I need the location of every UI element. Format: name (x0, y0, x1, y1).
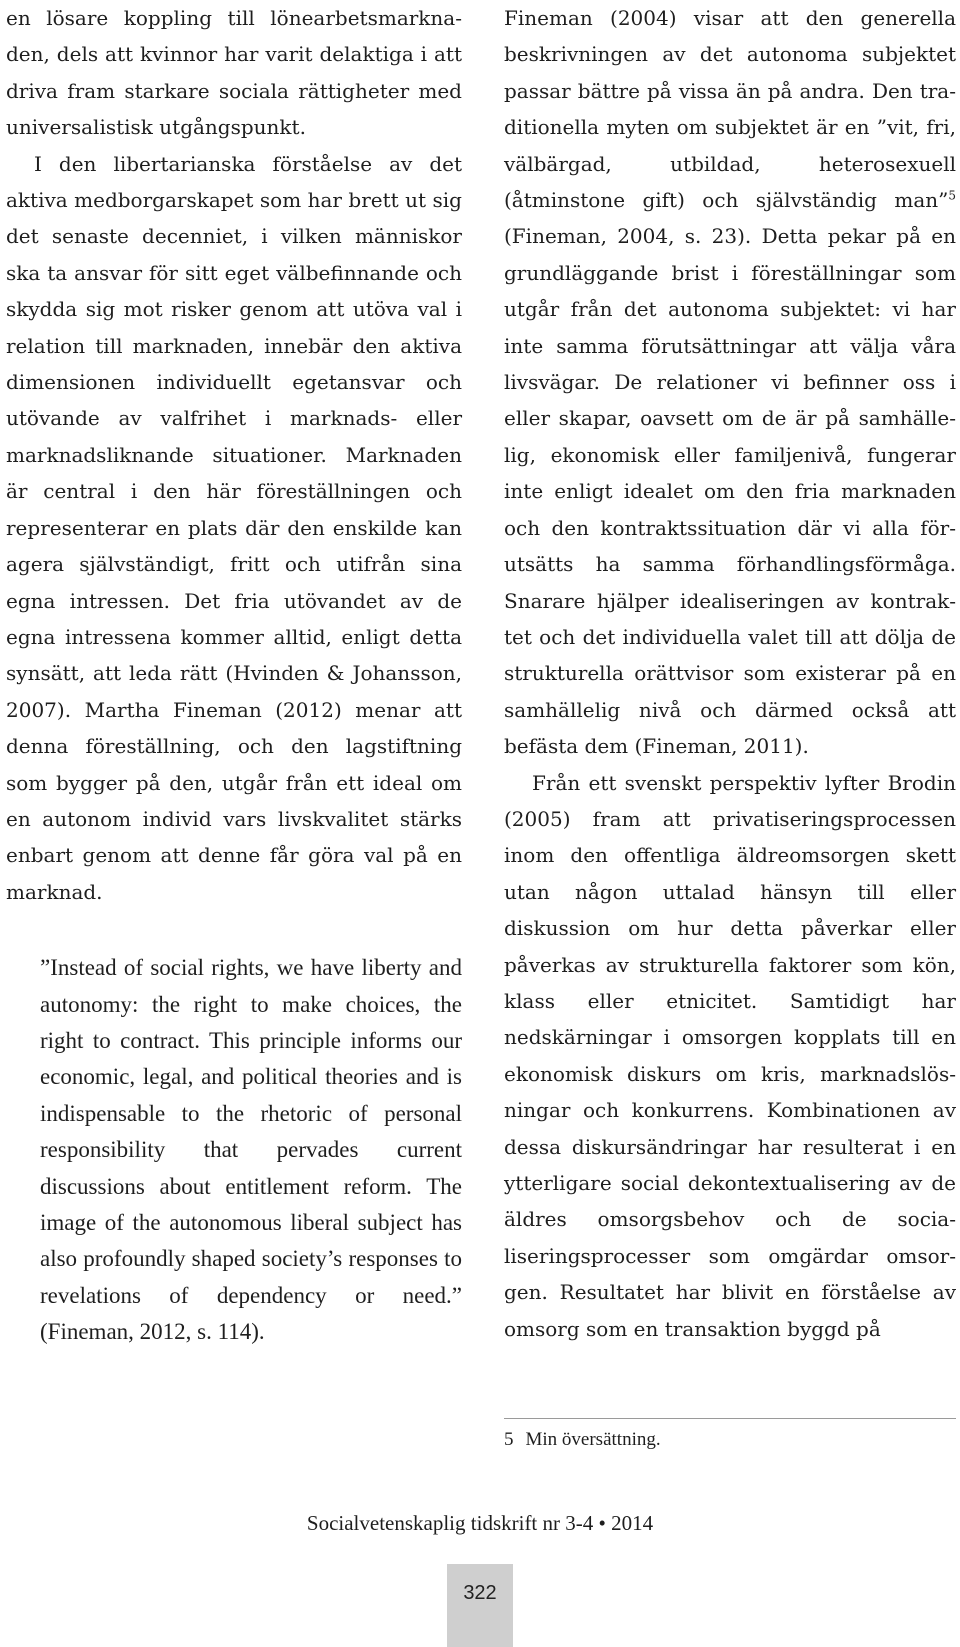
body-paragraph: Från ett svenskt perspektiv lyfter Brodin (2005) fram att privatiseringsprocessen inom den offentliga äldreomsorgen skett utan någon uttalad hänsyn till eller diskussion om hur detta påverkar eller påverkas av strukturella faktorer som kön, klass eller etnicitet. Samtidigt har nedskärningar i omsorgen kopplats till en ekonomisk diskurs om kris, marknadslösningar och konkurrens. Kombinationen av dessa diskursändringar har resulterat i en ytterligare social dekontextualisering av de äldres omsorgsbehov och de socialiseringsprocesser som omgärdar omsorgen. Resultatet har blivit en förståelse av omsorg som en transaktion byggd på (504, 770, 956, 1341)
footnote (504, 1426, 661, 1454)
footnote-divider (504, 1418, 956, 1419)
right-column (504, 0, 956, 1347)
paragraph-text: (Fineman, 2004, s. 23). Detta pekar på en grundläggande brist i föreställningar som utgår från det autonoma subjektet: vi har inte samma förutsättningar att välja våra livsvägar. De relationer vi befinner oss i eller skapar, oavsett om de är på samhällelig, ekonomisk eller familjenivå, fungerar inte enligt idealet om den fria marknaden och den kontraktssituation där vi alla förutsätts ha samma förhandlingsförmåga. Snarare hjälper idealiseringen av kontraktet och det individuella valet till att dölja de strukturella orättvisor som existerar på en samhällelig nivå och därmed också att befästa dem (Fineman, 2011). (504, 224, 956, 759)
footnote-reference: 5 (948, 188, 956, 203)
page-number-tab (447, 1564, 513, 1647)
journal-footer: Socialvetenskaplig tidskrift nr 3-4 • 2014 (306, 1511, 654, 1535)
footnote-number: 5 (504, 1429, 514, 1450)
left-column (6, 0, 462, 1351)
footnote-text: Min översättning. (525, 1429, 661, 1450)
paragraph-text: Fineman (2004) visar att den generella beskrivningen av det autonoma subjektet passar bättre på vissa än på andra. Den traditionella myten om subjektet är en ”vit, fri, välbärgad, utbildad, heterosexuell (åtminstone gift) och självständig man” (504, 6, 956, 213)
block-quote: ”Instead of social rights, we have liberty and autonomy: the right to make choices, the right to contract. This principle informs our economic, legal, and political theories and is indispensable to the rhetoric of personal responsibility that pervades current discussions about entitlement reform. The image of the autonomous liberal subject has also profoundly shaped society’s responses to revelations of dependency or need.” (Fineman, 2012, s. 114). (40, 955, 462, 1345)
body-paragraph (504, 0, 956, 765)
page-number: 322 (463, 1582, 497, 1604)
body-paragraph: I den libertarianska förståelse av det aktiva medborgarskapet som har brett ut sig det senaste decenniet, i vilken människor ska ta ansvar för sitt eget välbefinnande och skydda sig mot risker genom att utöva val i relation till marknaden, innebär den aktiva dimensionen individuellt egetansvar och utövande av valfrihet i marknads- eller marknadsliknande situationer. Marknaden är central i den här föreställningen och representerar en plats där den enskilde kan agera självständigt, fritt och utifrån sina egna intressen. Det fria utövandet av de egna intressena kommer alltid, enligt detta synsätt, att leda rätt (Hvinden & Johansson, 2007). Martha Fineman (2012) menar att denna föreställning, och den lagstiftning som bygger på den, utgår från ett ideal om en autonom individ vars livskvalitet stärks enbart genom att denne får göra val på en marknad. (6, 151, 462, 904)
body-paragraph: en lösare koppling till lönearbetsmarknaden, dels att kvinnor har varit delaktiga i att driva fram starkare sociala rättigheter med universalistisk utgångspunkt. (6, 6, 462, 140)
